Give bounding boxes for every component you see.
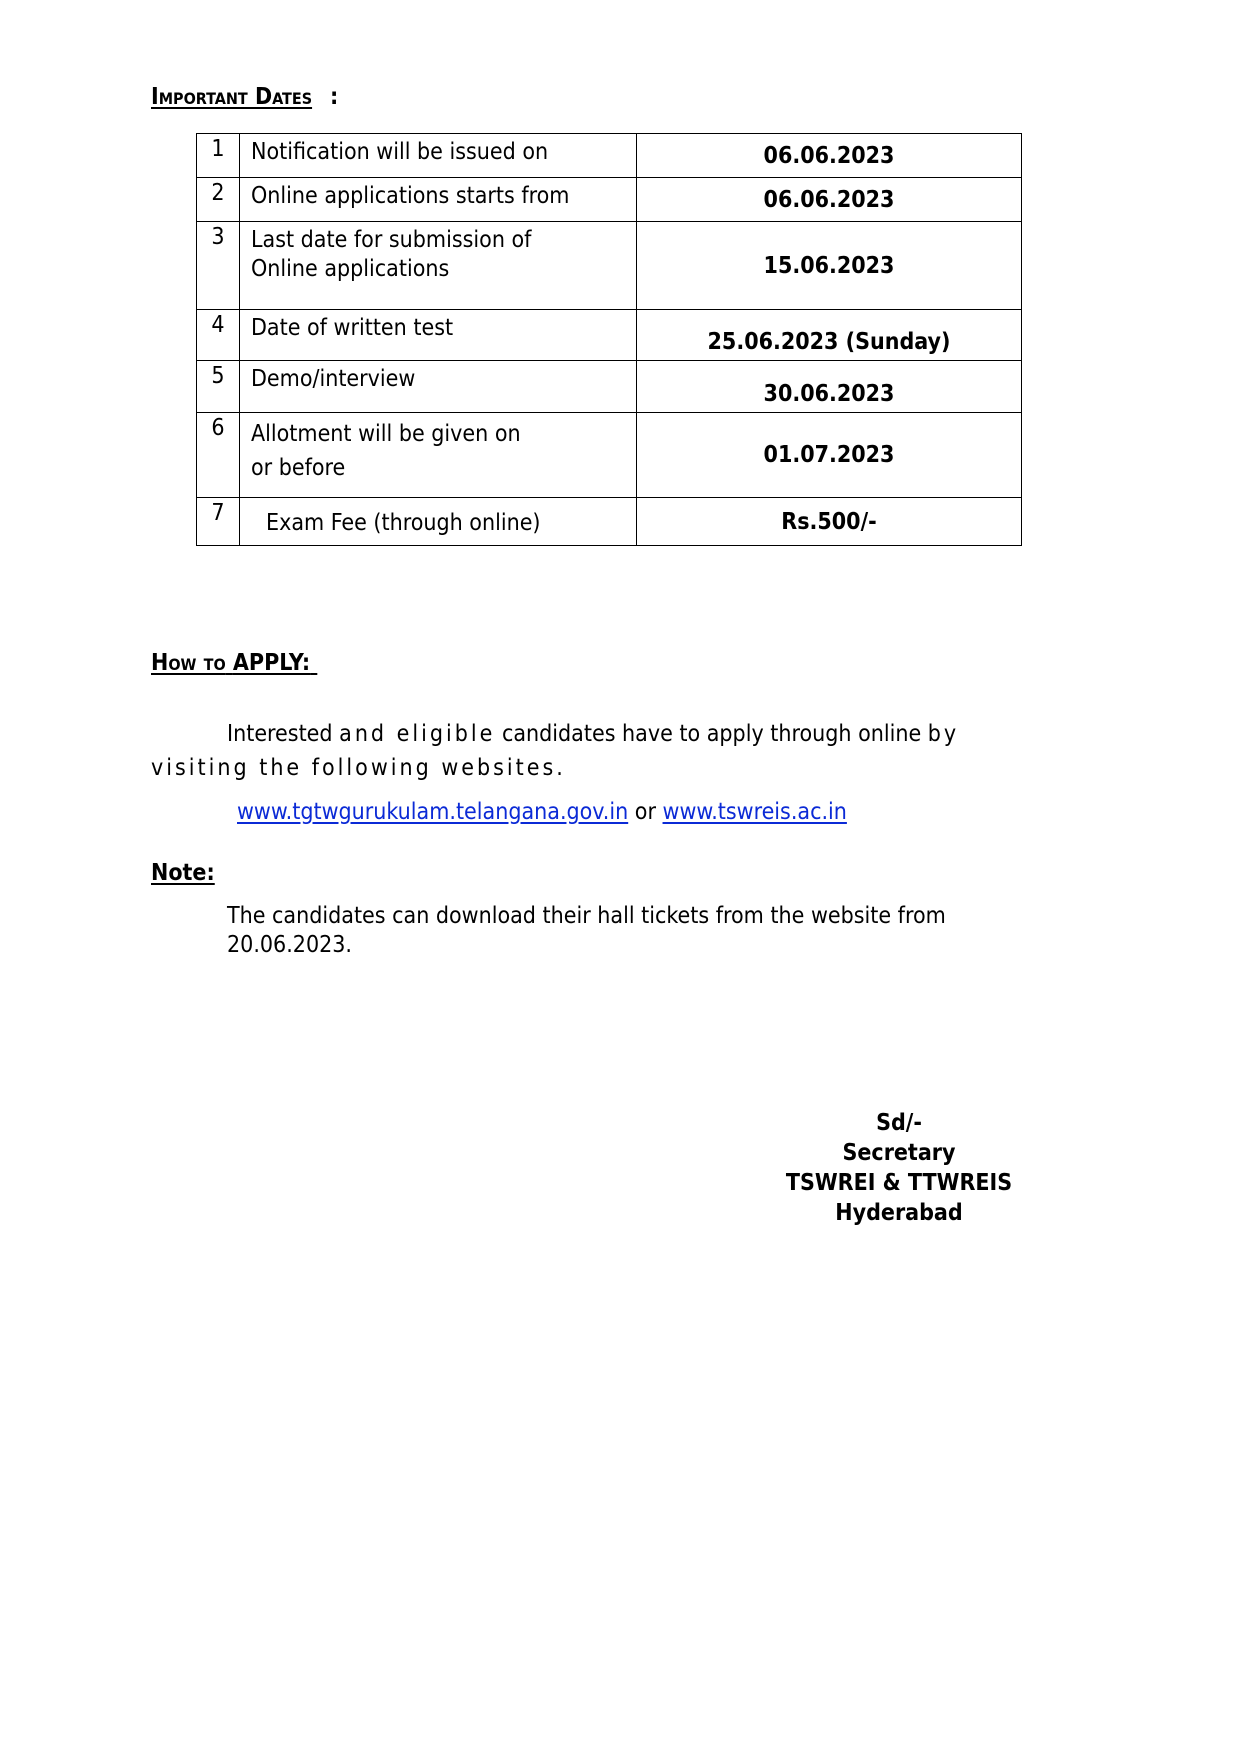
row-label: Exam Fee (through online) bbox=[240, 498, 637, 546]
how-to-apply-paragraph bbox=[151, 717, 1071, 785]
website-link-tswreis[interactable]: www.tswreis.ac.in bbox=[662, 799, 847, 825]
row-number: 2 bbox=[197, 178, 240, 222]
row-label-line: Allotment will be given on bbox=[251, 421, 521, 447]
row-number: 3 bbox=[197, 222, 240, 310]
signature-org: TSWREI & TTWREIS bbox=[785, 1170, 1013, 1196]
important-dates-table bbox=[196, 133, 1022, 546]
row-number: 7 bbox=[197, 498, 240, 546]
link-separator: or bbox=[634, 799, 656, 825]
table-row bbox=[197, 222, 1022, 310]
para-text: by bbox=[927, 721, 960, 747]
row-number: 5 bbox=[197, 361, 240, 413]
row-label bbox=[240, 222, 637, 310]
row-label: Online applications starts from bbox=[240, 178, 637, 222]
signature-block bbox=[749, 1108, 1049, 1228]
signature-place: Hyderabad bbox=[835, 1200, 963, 1226]
row-label: Date of written test bbox=[240, 310, 637, 361]
table-row bbox=[197, 178, 1022, 222]
para-text: and eligible bbox=[339, 721, 496, 747]
table-row bbox=[197, 498, 1022, 546]
website-links bbox=[237, 795, 847, 829]
signature-sd: Sd/- bbox=[876, 1110, 922, 1136]
para-text: visiting the following websites. bbox=[151, 755, 566, 781]
row-label-line: Last date for submission of bbox=[251, 227, 532, 253]
row-number: 6 bbox=[197, 413, 240, 498]
heading-colon: : bbox=[330, 84, 339, 110]
signature-title: Secretary bbox=[842, 1140, 956, 1166]
note-heading: Note: bbox=[151, 860, 215, 886]
note-line: The candidates can download their hall tickets from the website from bbox=[227, 903, 946, 929]
row-value: 01.07.2023 bbox=[637, 413, 1022, 498]
row-number: 1 bbox=[197, 134, 240, 178]
heading-text: Important Dates bbox=[151, 84, 313, 110]
para-text: Interested bbox=[227, 721, 333, 747]
row-number: 4 bbox=[197, 310, 240, 361]
note-line: 20.06.2023. bbox=[227, 932, 353, 958]
table-row bbox=[197, 310, 1022, 361]
row-label-line: or before bbox=[251, 455, 346, 481]
row-value: 15.06.2023 bbox=[637, 222, 1022, 310]
row-value: 06.06.2023 bbox=[637, 134, 1022, 178]
important-dates-heading bbox=[151, 84, 312, 110]
table-row bbox=[197, 134, 1022, 178]
note-text bbox=[227, 902, 946, 960]
row-label-line: Online applications bbox=[251, 256, 450, 282]
row-label: Demo/interview bbox=[240, 361, 637, 413]
row-value: 25.06.2023 (Sunday) bbox=[637, 310, 1022, 361]
table-row bbox=[197, 361, 1022, 413]
row-label bbox=[240, 413, 637, 498]
website-link-tgtw[interactable]: www.tgtwgurukulam.telangana.gov.in bbox=[237, 799, 629, 825]
row-value: 30.06.2023 bbox=[637, 361, 1022, 413]
table-row bbox=[197, 413, 1022, 498]
row-value: Rs.500/- bbox=[637, 498, 1022, 546]
how-to-apply-heading bbox=[151, 650, 317, 676]
para-text: candidates have to apply through online bbox=[501, 721, 922, 747]
row-label: Notification will be issued on bbox=[240, 134, 637, 178]
heading-how-to: How to bbox=[151, 650, 226, 676]
row-value: 06.06.2023 bbox=[637, 178, 1022, 222]
heading-apply: APPLY: bbox=[232, 650, 311, 676]
